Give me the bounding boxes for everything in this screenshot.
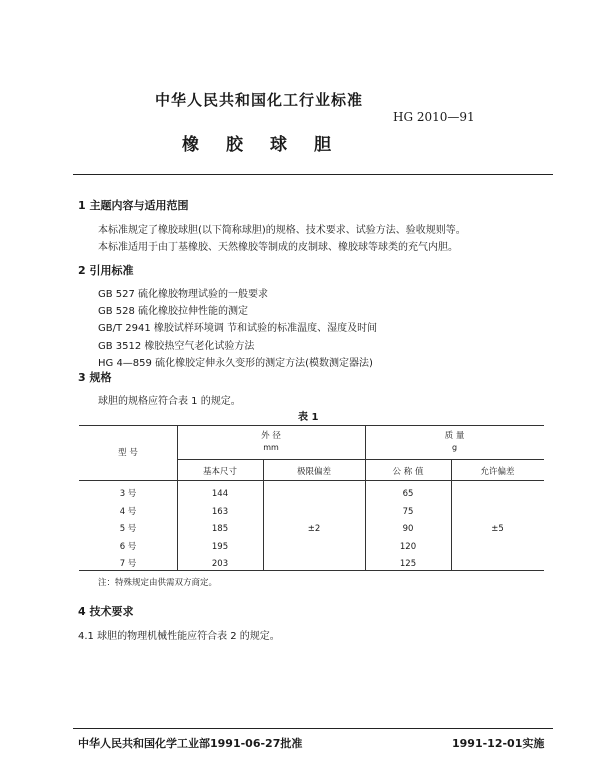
table-header-mass: 质 量 bbox=[444, 431, 465, 441]
table-header-divider bbox=[177, 459, 544, 460]
table-cell-nominal: 75 bbox=[402, 506, 414, 517]
approval-line: 中华人民共和国化学工业部1991-06-27批准 bbox=[78, 737, 303, 750]
table-header-model: 型 号 bbox=[118, 448, 138, 458]
table-subheader-nominal: 公 称 值 bbox=[392, 467, 424, 477]
implementation-date: 1991-12-01实施 bbox=[452, 737, 545, 750]
table-header-mass-unit: g bbox=[451, 443, 458, 452]
table-cell-nominal: 65 bbox=[402, 489, 414, 499]
section-4-heading: 4 技术要求 bbox=[78, 605, 134, 618]
table-cell-limit-deviation: ±2 bbox=[307, 524, 321, 534]
table-cell-basic: 163 bbox=[211, 506, 229, 517]
footer-divider bbox=[73, 728, 553, 729]
table-cell-model: 4 号 bbox=[119, 506, 137, 517]
reference-item: HG 4—859 硫化橡胶定伸永久变形的测定方法(模数测定器法) bbox=[98, 358, 373, 369]
table-cell-basic: 185 bbox=[211, 524, 229, 534]
table-caption: 表 1 bbox=[298, 412, 319, 423]
table-cell-nominal: 90 bbox=[402, 524, 414, 534]
section-4-paragraph: 4.1 球胆的物理机械性能应符合表 2 的规定。 bbox=[78, 631, 280, 642]
table-header-diameter: 外 径 bbox=[261, 431, 281, 441]
table-header-diameter-unit: mm bbox=[263, 443, 279, 452]
table-cell-nominal: 120 bbox=[399, 541, 417, 552]
table-subheader-basic: 基本尺寸 bbox=[202, 467, 237, 477]
document-title: 橡胶球胆 bbox=[182, 135, 358, 155]
table-cell-model: 6 号 bbox=[119, 541, 137, 552]
table-header-bottom bbox=[79, 480, 544, 481]
table-cell-basic: 144 bbox=[211, 489, 229, 499]
reference-item: GB 3512 橡胶热空气老化试验方法 bbox=[98, 341, 255, 352]
reference-item: GB/T 2941 橡胶试样环境调 节和试验的标准温度、湿度及时间 bbox=[98, 323, 378, 334]
table-note: 注：特殊规定由供需双方商定。 bbox=[98, 578, 218, 588]
section-3-heading: 3 规格 bbox=[78, 371, 112, 384]
section-1-paragraph-1: 本标准规定了橡胶球胆(以下简称球胆)的规格、技术要求、试验方法、验收规则等。 bbox=[98, 225, 466, 236]
reference-item: GB 528 硫化橡胶拉伸性能的测定 bbox=[98, 306, 249, 317]
table-cell-basic: 195 bbox=[211, 541, 229, 552]
standard-organization: 中华人民共和国化工行业标准 bbox=[155, 91, 364, 109]
table-cell-nominal: 125 bbox=[399, 559, 417, 569]
header-divider bbox=[73, 174, 553, 175]
table-subheader-allow: 允许偏差 bbox=[480, 467, 515, 477]
section-1-heading: 1 主题内容与适用范围 bbox=[78, 199, 189, 212]
table-cell-model: 7 号 bbox=[119, 559, 137, 569]
section-2-heading: 2 引用标准 bbox=[78, 264, 134, 277]
standard-code: HG 2010—91 bbox=[393, 110, 475, 124]
table-cell-basic: 203 bbox=[211, 559, 229, 569]
reference-item: GB 527 硫化橡胶物理试验的一般要求 bbox=[98, 289, 269, 300]
section-1-paragraph-2: 本标准适用于由丁基橡胶、天然橡胶等制成的皮制球、橡胶球等球类的充气内胆。 bbox=[98, 242, 458, 253]
table-cell-model: 3 号 bbox=[119, 489, 137, 499]
table-top-border bbox=[79, 425, 544, 426]
table-cell-allow-deviation: ±5 bbox=[491, 524, 504, 534]
section-3-paragraph: 球胆的规格应符合表 1 的规定。 bbox=[98, 396, 241, 407]
table-cell-model: 5 号 bbox=[119, 524, 137, 534]
table-subheader-limit: 极限偏差 bbox=[296, 467, 331, 477]
